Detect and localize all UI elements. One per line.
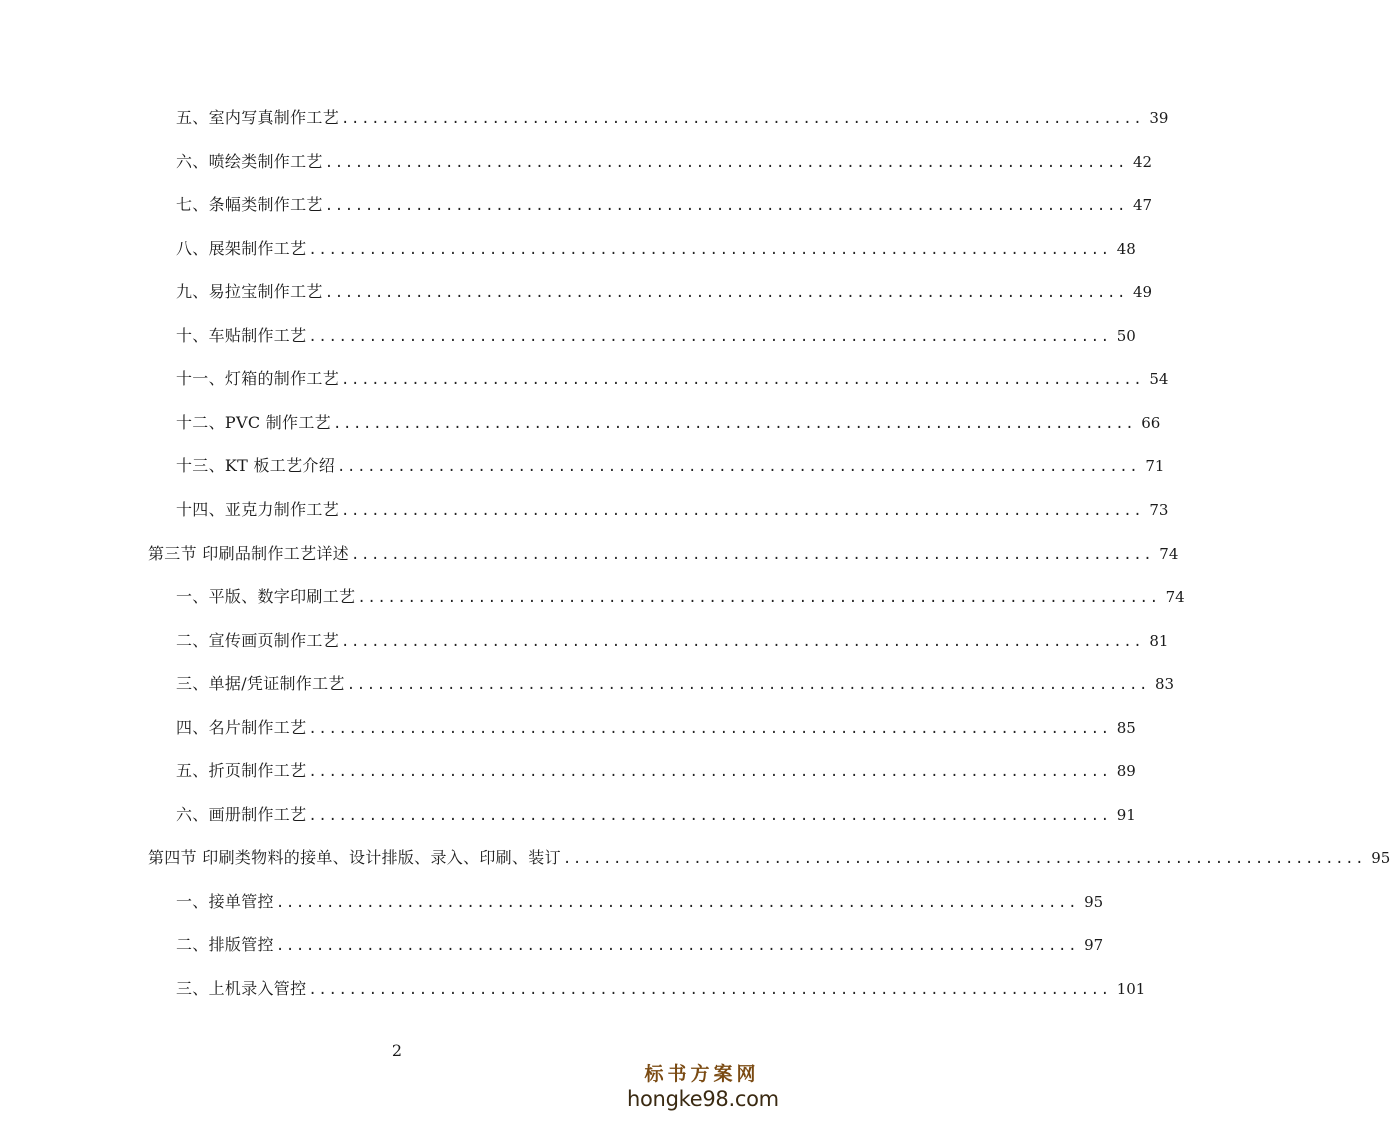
toc-entry-page: 49 — [1133, 283, 1153, 302]
toc-leader-dots: ................................................................................ — [275, 938, 1079, 955]
toc-leader-dots: ................................................................................ — [308, 720, 1111, 737]
toc-leader-dots: ................................................................................ — [341, 372, 1144, 389]
toc-entry-page: 74 — [1165, 588, 1185, 607]
toc-leader-dots: ................................................................................ — [357, 590, 1160, 607]
toc-entry[interactable] — [176, 150, 1153, 174]
toc-entry-page: 74 — [1159, 544, 1179, 563]
toc-entry-title: 十四、亚克力制作工艺 — [176, 499, 340, 519]
toc-entry-title: 六、画册制作工艺 — [176, 804, 307, 824]
toc-entry[interactable] — [176, 106, 1169, 130]
toc-entry[interactable] — [176, 280, 1153, 304]
toc-leader-dots: ................................................................................ — [351, 546, 1154, 563]
toc-entry-title: 六、喷绘类制作工艺 — [176, 151, 323, 171]
toc-entry[interactable] — [176, 629, 1169, 653]
toc-entry-title: 三、上机录入管控 — [176, 979, 307, 998]
toc-leader-dots: ................................................................................ — [341, 111, 1144, 127]
toc-entry[interactable] — [176, 324, 1136, 348]
toc-entry[interactable] — [148, 542, 1179, 566]
toc-entry[interactable] — [176, 759, 1136, 783]
toc-entry[interactable] — [176, 977, 1146, 1001]
toc-entry-title: 十一、灯箱的制作工艺 — [176, 369, 340, 389]
toc-entry-page: 85 — [1116, 718, 1136, 737]
toc-leader-dots: ................................................................................ — [337, 459, 1140, 476]
toc-entry-title: 三、单据/凭证制作工艺 — [176, 674, 345, 694]
toc-entry-page: 73 — [1149, 500, 1169, 519]
toc-entry-title: 第三节 印刷品制作工艺详述 — [148, 543, 349, 563]
toc-entry-title: 二、排版管控 — [176, 935, 274, 955]
toc-entry[interactable] — [176, 367, 1169, 391]
toc-entry[interactable] — [176, 454, 1165, 478]
watermark-brand: 标书方案网 — [644, 1063, 760, 1085]
toc-entry[interactable] — [176, 933, 1104, 957]
toc-entry[interactable] — [176, 803, 1136, 827]
toc-leader-dots: ................................................................................ — [308, 764, 1111, 781]
toc-entry-title: 十三、KT 板工艺介绍 — [176, 456, 336, 476]
toc-entry-page: 42 — [1133, 152, 1153, 171]
toc-entry[interactable] — [176, 237, 1136, 261]
toc-entry-title: 九、易拉宝制作工艺 — [176, 282, 323, 302]
toc-entry-title: 五、室内写真制作工艺 — [176, 108, 340, 127]
toc-entry-page: 101 — [1116, 980, 1146, 998]
toc-entry[interactable] — [176, 585, 1185, 609]
toc-entry-page: 83 — [1155, 675, 1175, 694]
toc-entry-page: 95 — [1371, 849, 1390, 868]
toc-leader-dots: ................................................................................ — [346, 677, 1149, 694]
toc-entry-title: 四、名片制作工艺 — [176, 717, 307, 737]
toc-entry-title: 十二、PVC 制作工艺 — [176, 412, 331, 432]
toc-entry[interactable] — [176, 716, 1136, 740]
toc-entry-page: 50 — [1116, 326, 1136, 345]
toc-leader-dots: ................................................................................ — [308, 241, 1111, 258]
toc-entry-page: 54 — [1149, 370, 1169, 389]
toc-entry-page: 47 — [1133, 196, 1153, 215]
toc-leader-dots: ................................................................................ — [562, 851, 1366, 868]
toc-entry[interactable] — [176, 193, 1153, 217]
toc-entry-title: 七、条幅类制作工艺 — [176, 195, 323, 215]
toc-entry-page: 81 — [1149, 631, 1169, 650]
toc-leader-dots: ................................................................................ — [341, 633, 1144, 650]
toc-leader-dots: ................................................................................ — [275, 894, 1079, 911]
watermark — [627, 1062, 777, 1112]
toc-entry-page: 89 — [1116, 762, 1136, 781]
toc-entry-page: 97 — [1084, 936, 1104, 955]
toc-entry-page: 91 — [1116, 805, 1136, 824]
toc-leader-dots: ................................................................................ — [341, 502, 1144, 519]
toc-entry-page: 48 — [1116, 239, 1136, 258]
toc-entry[interactable] — [148, 846, 1390, 870]
toc-entry-title: 五、折页制作工艺 — [176, 761, 307, 781]
watermark-url: hongke98.com — [627, 1087, 779, 1111]
toc-entry-title: 十、车贴制作工艺 — [176, 325, 307, 345]
toc-leader-dots: ................................................................................ — [308, 807, 1111, 824]
toc-entry[interactable] — [176, 890, 1104, 914]
toc-entry-title: 一、平版、数字印刷工艺 — [176, 587, 356, 607]
toc-leader-dots: ................................................................................ — [324, 198, 1127, 215]
toc-entry-page: 95 — [1084, 892, 1104, 911]
toc-leader-dots: ................................................................................ — [308, 982, 1111, 998]
toc-leader-dots: ................................................................................ — [324, 154, 1127, 171]
toc-entry[interactable] — [176, 498, 1169, 522]
toc-entry-page: 66 — [1141, 413, 1161, 432]
toc-leader-dots: ................................................................................ — [332, 415, 1136, 432]
page-number: 2 — [391, 1041, 403, 1060]
toc-entry[interactable] — [176, 672, 1175, 696]
toc-entry[interactable] — [176, 411, 1161, 435]
toc-entry-title: 一、接单管控 — [176, 891, 274, 911]
toc-entry-title: 八、展架制作工艺 — [176, 238, 307, 258]
toc-entry-title: 第四节 印刷类物料的接单、设计排版、录入、印刷、装订 — [148, 848, 561, 868]
toc-entry-page: 71 — [1145, 457, 1165, 476]
toc-entry-title: 二、宣传画页制作工艺 — [176, 630, 340, 650]
toc-leader-dots: ................................................................................ — [308, 328, 1111, 345]
toc-leader-dots: ................................................................................ — [324, 285, 1127, 302]
toc-entry-page: 39 — [1149, 109, 1169, 127]
